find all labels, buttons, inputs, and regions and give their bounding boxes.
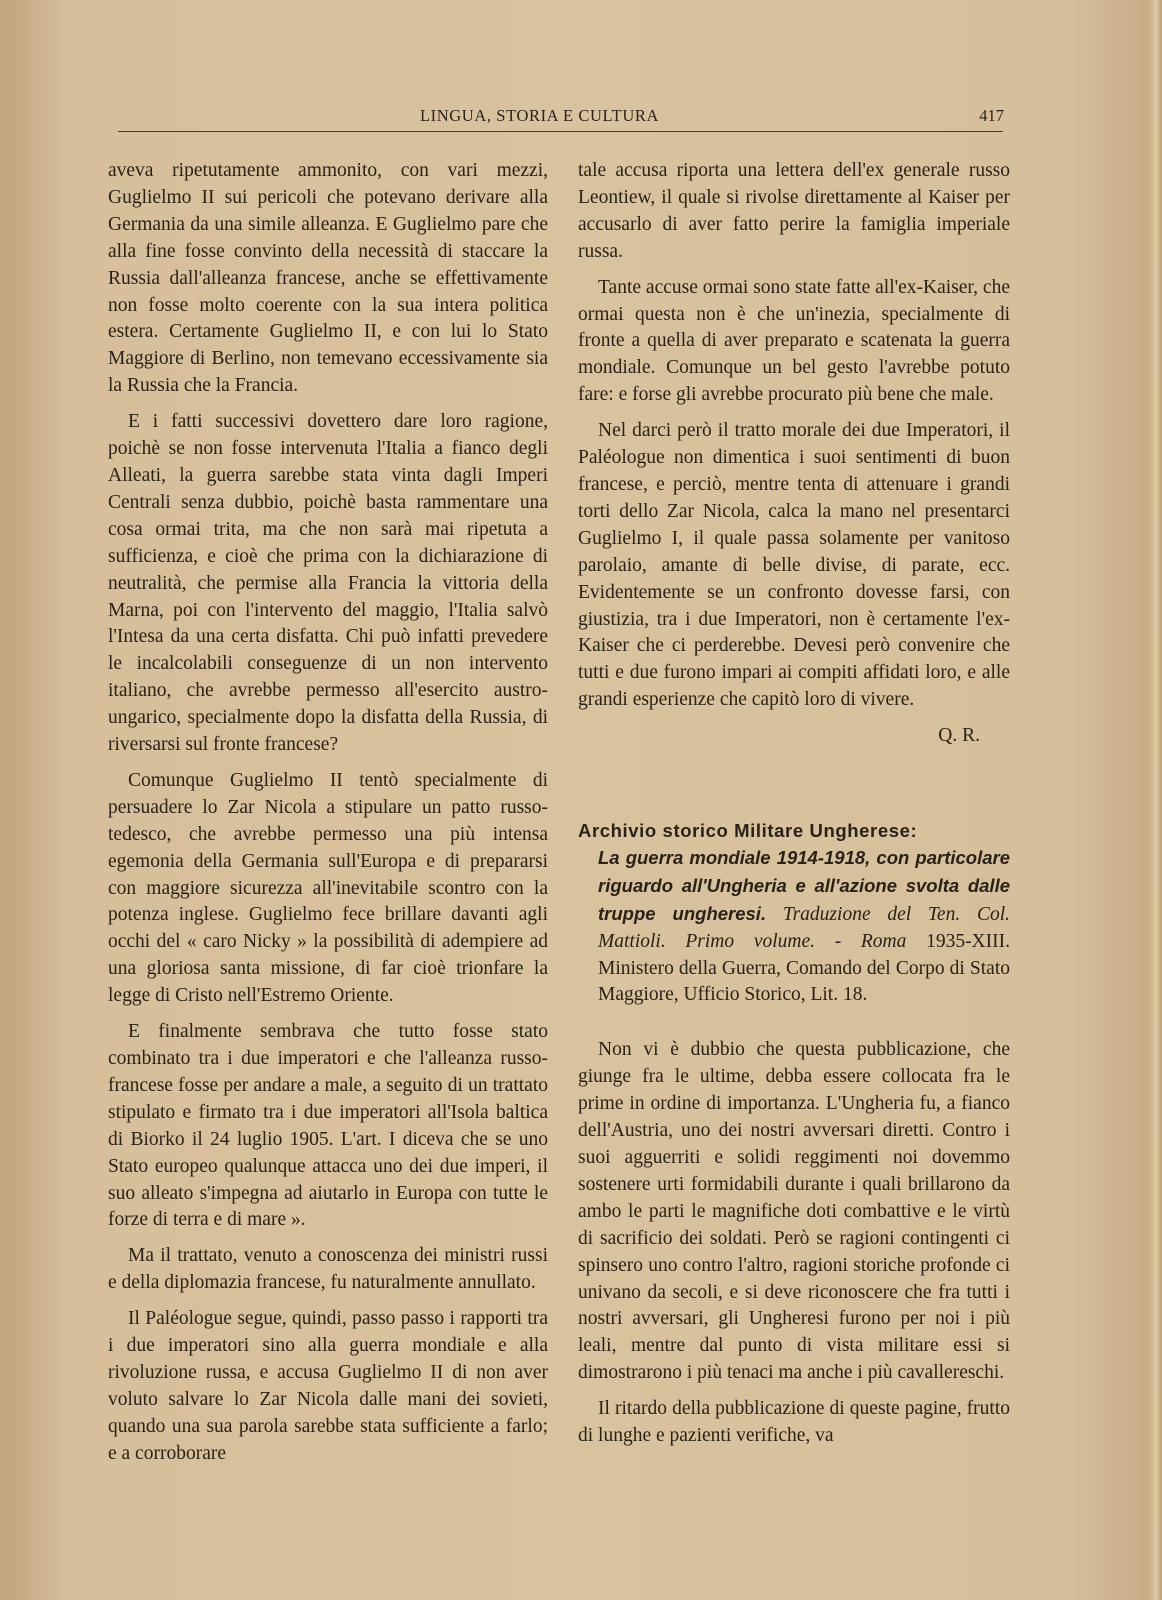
review-title: Archivio storico Militare Ungherese: <box>578 820 918 842</box>
page-edge <box>1148 0 1162 1600</box>
paragraph: E finalmente sembrava che tutto fosse stato combinato tra i due imperatori e che l'alleanza russo-francese fosse per andare a male, a seguito di un trattato stipulato e firmato tra i due imperatori all'Isola baltica di Biorko il 24 luglio 1905. L'art. I diceva che se uno Stato europeo qualunque attacca uno dei due imperi, il suo alleato s'impegna ad aiutarlo in Europa con tutte le forze di terra e di mare ». <box>108 1021 548 1231</box>
paragraph: Comunque Guglielmo II tentò specialmente di persuadere lo Zar Nicola a stipulare un patto russo-tedesco, che avrebbe permesso una più intensa egemonia della Germania sull'Europa e di prepararsi con maggiore sicurezza all'inevitabile scontro con la potenza inglese. Guglielmo fece brillare davanti agli occhi del « caro Nicky » la possibilità di adempiere ad una gloriosa santa missione, di far cioè trionfare la legge di Cristo nell'Estremo Oriente. <box>108 769 548 1007</box>
review-body <box>578 1037 1010 1450</box>
review-translation: Traduzione del Ten. Col. Mattioli. Primo volume. - Roma <box>598 903 1010 952</box>
paragraph: Il ritardo della pubblicazione di queste pagine, frutto di lunghe e pazienti verifiche, va <box>578 1398 1010 1447</box>
running-head: LINGUA, STORIA E CULTURA <box>420 106 659 125</box>
page-number: 417 <box>979 106 1004 125</box>
paragraph: aveva ripetutamente ammonito, con vari mezzi, Guglielmo II sui pericoli che potevano derivare alla Germania da una simile alleanza. E Guglielmo pare che alla fine fosse convinto della necessità di staccare la Russia dall'alleanza francese, anche se effettivamente non fosse molto coerente con la sua intera politica estera. Certamente Guglielmo II, e con lui lo Stato Maggiore di Berlino, non temevano eccessivamente sia la Russia che la Francia. <box>108 160 548 397</box>
left-column <box>108 158 548 1477</box>
paragraph: Nel darci però il tratto morale dei due Imperatori, il Paléologue non dimentica i suoi sentimenti di buon francese, e perciò, mentre tenta di attenuare i grandi torti dello Zar Nicola, calca la mano nel presentarci Guglielmo I, il quale passa solamente per vanitoso parolaio, amante di belle divise, di parate, ecc. Evidentemente se un confronto dovesse farsi, con giustizia, tra i due Imperatori, non è certamente l'ex-Kaiser che ci perderebbe. Devesi però convenire che tutti e due furono impari ai compiti affidati loro, e alle grandi esperienze che capitò loro di vivere. <box>578 420 1010 711</box>
header-rule <box>118 131 1003 132</box>
paragraph: Non vi è dubbio che questa pubblicazione, che giunge fra le ultime, debba essere collocata fra le prime in ordine di importanza. L'Ungheria fu, a fianco dell'Austria, uno dei nostri avversari diretti. Contro i suoi agguerriti e solidi reggimenti noi dovemmo sostenere urti formidabili durante i quali brillarono da ambo le parti le magnifiche doti combattive e le virtù di sacrificio dei soldati. Però se ragioni contingenti ci spinsero uno contro l'altro, ragioni storiche profonde ci univano da secoli, e si deve riconoscere che fra tutti i nostri avversari, gli Ungheresi furono per noi i più leali, mentre dal punto di vista militare essi si dimostrarono i più tenaci ma anche i più cavallereschi. <box>578 1039 1010 1384</box>
book-review <box>578 818 1010 1450</box>
review-heading <box>578 818 1010 1009</box>
paragraph: E i fatti successivi dovettero dare loro ragione, poichè se non fosse intervenuta l'Italia a fianco degli Alleati, la guerra sarebbe stata vinta dagli Imperi Centrali senza dubbio, poichè basta rammentare una cosa ormai trita, ma che non sarà mai ripetuta a sufficienza, e cioè che prima con la dichiarazione di neutralità, che permise alla Francia la vittoria della Marna, poi con l'intervento del maggio, l'Italia salvò l'Intesa da una certa disfatta. Chi può infatti prevedere le incalcolabili conseguenze di un non intervento italiano, che avrebbe permesso all'esercito austro-ungarico, specialmente dopo la disfatta della Russia, di riversarsi sul fronte francese? <box>108 411 548 756</box>
review-publication: 1935-XIII. Ministero della Guerra, Comando del Corpo di Stato Maggiore, Ufficio Storico, Lit. 18. <box>598 930 1010 1006</box>
right-column <box>578 158 1010 1459</box>
review-subtitle: La guerra mondiale 1914-1918, con particolare riguardo all'Ungheria e all'azione svolta dalle truppe ungheresi. <box>598 846 1010 924</box>
paragraph: tale accusa riporta una lettera dell'ex generale russo Leontiew, il quale si rivolse direttamente al Kaiser per accusarlo di aver fatto perire la famiglia imperiale russa. <box>578 160 1010 262</box>
review-reference <box>578 845 1010 1009</box>
paragraph: Tante accuse ormai sono state fatte all'ex-Kaiser, che ormai questa non è che un'inezia, specialmente di fronte a quella di aver preparato e scatenata la guerra mondiale. Comunque un bel gesto l'avrebbe potuto fare: e forse gli avrebbe procurato più bene che male. <box>578 276 1010 406</box>
author-signature: Q. R. <box>938 725 980 747</box>
paragraph: Ma il trattato, venuto a conoscenza dei ministri russi e della diplomazia francese, fu naturalmente annullato. <box>108 1245 548 1294</box>
paragraph: Il Paléologue segue, quindi, passo passo i rapporti tra i due imperatori sino alla guerra mondiale e alla rivoluzione russa, e accusa Guglielmo II di non aver voluto salvare lo Zar Nicola dalle mani dei sovieti, quando una sua parola sarebbe stata sufficiente a farlo; e a corroborare <box>108 1308 548 1464</box>
page-header <box>108 102 1008 132</box>
